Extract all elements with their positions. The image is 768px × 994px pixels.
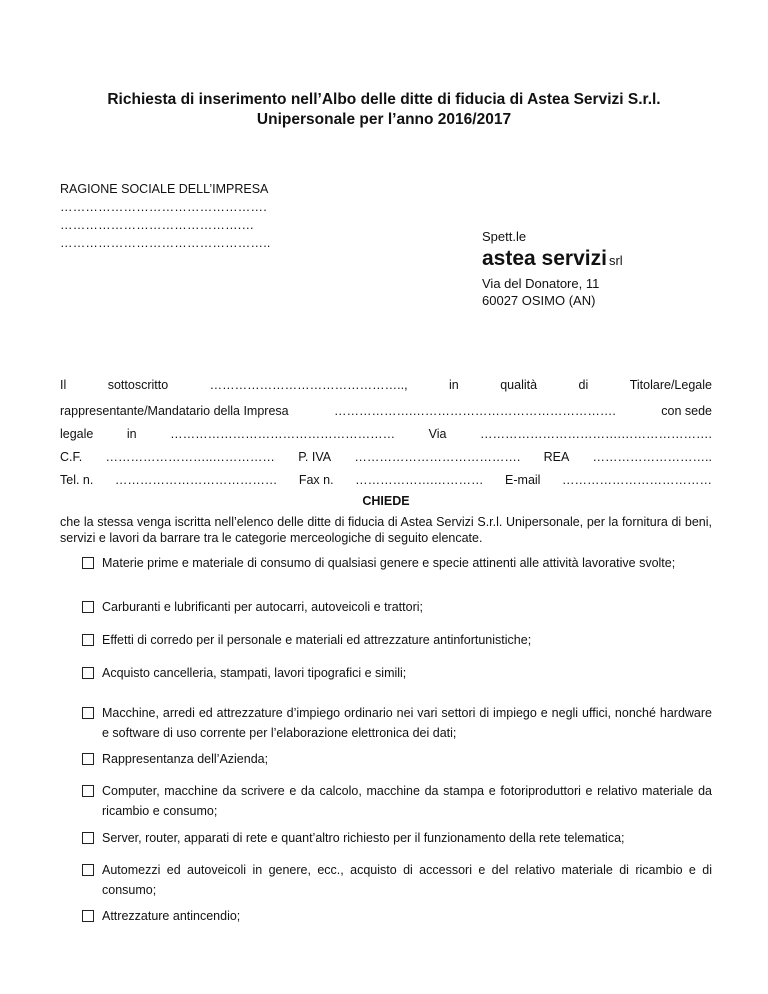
category-option	[82, 597, 712, 617]
category-label: Materie prime e materiale di consumo di qualsiasi genere e specie attinenti alle attività lavorative svolte;	[102, 556, 676, 570]
tel-field[interactable]: …………………………………	[114, 473, 278, 487]
label-cf: C.F.	[60, 450, 83, 464]
declaration-row-5	[60, 471, 712, 489]
category-checkbox[interactable]	[82, 832, 94, 844]
salutation: Spett.le	[482, 229, 527, 244]
fax-field[interactable]: ……………….…………	[355, 473, 484, 487]
label-con-sede: con sede	[661, 404, 712, 418]
category-checkbox[interactable]	[82, 864, 94, 876]
label-sottoscritto: sottoscritto	[107, 378, 169, 392]
rea-field[interactable]: ………………………..	[592, 450, 712, 464]
label-fax: Fax n.	[298, 473, 334, 487]
address-line-2: 60027 OSIMO (AN)	[482, 293, 596, 308]
address-line-1: Via del Donatore, 11	[482, 276, 600, 291]
category-option	[82, 781, 712, 821]
piva-field[interactable]: ………………………………….	[354, 450, 521, 464]
company-name-field-2[interactable]: …………………………………….…	[60, 218, 255, 232]
category-checkbox[interactable]	[82, 753, 94, 765]
category-checkbox[interactable]	[82, 707, 94, 719]
category-label: Carburanti e lubrificanti per autocarri, autoveicoli e trattori;	[102, 600, 423, 614]
city-field[interactable]: ………………………………………………	[170, 427, 396, 441]
email-field[interactable]: ………………………………	[561, 473, 712, 487]
sender-block	[60, 180, 271, 252]
declaration-row-3	[60, 425, 712, 443]
category-checkbox[interactable]	[82, 785, 94, 797]
category-option	[82, 553, 712, 573]
street-field[interactable]: …………………………….………………….	[480, 427, 712, 441]
declaration-row-1	[60, 376, 712, 394]
signer-name-field[interactable]: ………………………………………..,	[209, 378, 408, 392]
declaration-row-2	[60, 402, 712, 420]
category-checkbox[interactable]	[82, 634, 94, 646]
company-name-field-1[interactable]: ………………………………………….	[60, 200, 267, 214]
company-field[interactable]: ……………….………………………………………….	[333, 404, 616, 418]
category-label: Automezzi ed autoveicoli in genere, ecc., acquisto di accessori e del relativo materiale di ricambio e di consumo;	[102, 863, 712, 897]
declaration-row-4	[60, 448, 712, 466]
category-label: Acquisto cancelleria, stampati, lavori tipografici e simili;	[102, 666, 407, 680]
category-checkbox[interactable]	[82, 667, 94, 679]
intro-paragraph: che la stessa venga iscritta nell’elenco delle ditte di fiducia di Astea Servizi S.r.l. Unipersonale, per la fornitura di beni, servizi e lavori da barrare tra le categorie merceologiche di seguito elencate.	[60, 515, 712, 545]
category-checkbox[interactable]	[82, 557, 94, 569]
chiede-heading: CHIEDE	[362, 494, 410, 508]
label-il: Il	[60, 378, 67, 392]
category-option	[82, 828, 712, 848]
category-checkbox[interactable]	[82, 910, 94, 922]
label-rea: REA	[543, 450, 570, 464]
label-qualita: qualità	[500, 378, 538, 392]
label-legale: legale	[60, 427, 94, 441]
category-option	[82, 749, 712, 769]
document-title	[40, 90, 728, 130]
label-titolare: Titolare/Legale	[629, 378, 712, 392]
brand-suffix: srl	[608, 253, 623, 268]
category-label: Macchine, arredi ed attrezzature d’impiego ordinario nei vari settori di impiego e negli uffici, nonché hardware e software di uso corrente per l’elaborazione elettronica dei dati;	[102, 706, 712, 740]
category-option	[82, 906, 712, 926]
label-via: Via	[428, 427, 447, 441]
label-tel: Tel. n.	[60, 473, 94, 487]
label-di: di	[578, 378, 589, 392]
category-option	[82, 703, 712, 743]
category-checkbox[interactable]	[82, 601, 94, 613]
category-option	[82, 630, 712, 650]
label-email: E-mail	[505, 473, 541, 487]
label-piva: P. IVA	[298, 450, 332, 464]
brand-name: astea servizi	[482, 247, 607, 270]
label-in-2: in	[126, 427, 137, 441]
recipient-block	[482, 228, 623, 309]
sender-heading: RAGIONE SOCIALE DELL’IMPRESA	[60, 182, 269, 196]
label-rappresentante: rappresentante/Mandatario della Impresa	[60, 404, 289, 418]
category-option	[82, 860, 712, 900]
category-label: Computer, macchine da scrivere e da calcolo, macchine da stampa e fotoriproduttori e relativo materiale da ricambio e consumo;	[102, 784, 712, 818]
title-line-1: Richiesta di inserimento nell’Albo delle ditte di fiducia di Astea Servizi S.r.l.	[107, 91, 661, 108]
category-label: Attrezzature antincendio;	[102, 909, 241, 923]
category-label: Rappresentanza dell’Azienda;	[102, 752, 269, 766]
category-label: Effetti di corredo per il personale e materiali ed attrezzature antinfortunistiche;	[102, 633, 532, 647]
category-label: Server, router, apparati di rete e quant’altro richiesto per il funzionamento della rete telematica;	[102, 831, 625, 845]
company-name-field-3[interactable]: …………………………………………..	[60, 236, 271, 250]
category-option	[82, 663, 712, 683]
brand-logo	[482, 246, 623, 274]
label-in: in	[449, 378, 459, 392]
title-line-2: Unipersonale per l’anno 2016/2017	[256, 111, 512, 128]
cf-field[interactable]: ……………………..……………	[105, 450, 275, 464]
